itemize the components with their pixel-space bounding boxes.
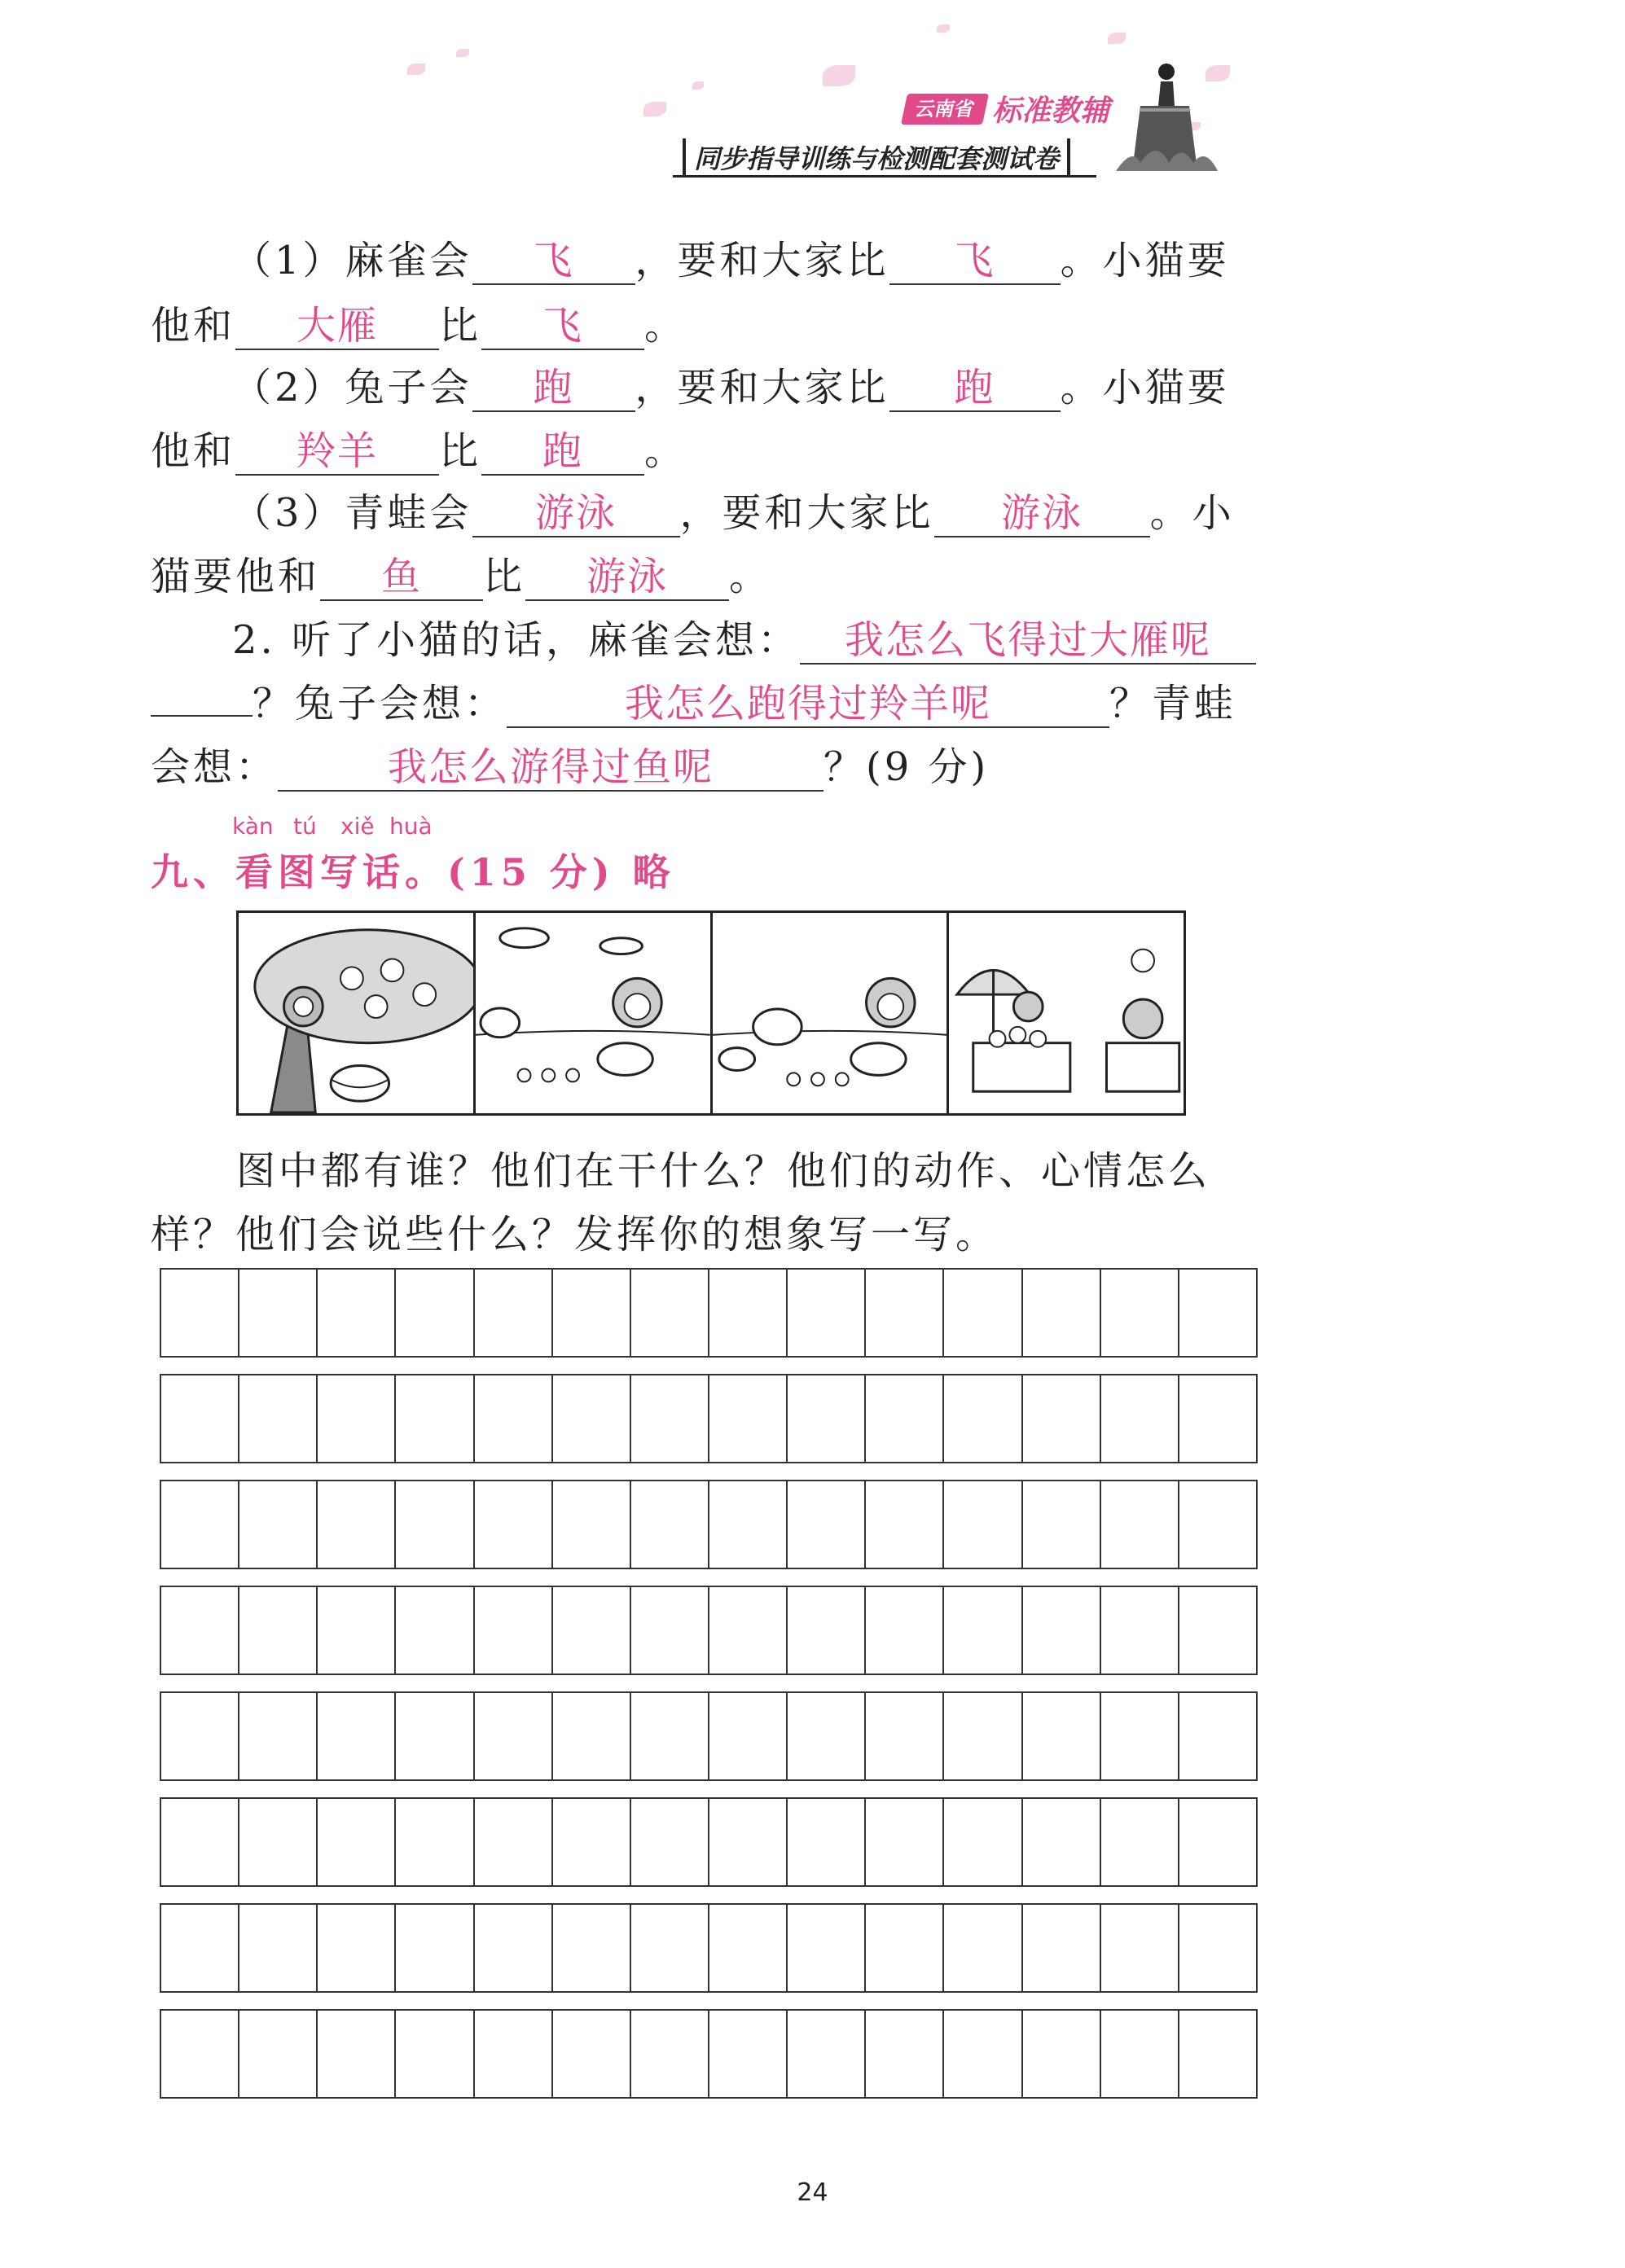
grid-cell[interactable] [1023,1693,1101,1779]
grid-cell[interactable] [239,1481,318,1568]
grid-cell[interactable] [1179,1693,1256,1779]
q1-line-4: 他和 羚羊 比 跑 。 [151,428,687,474]
grid-cell[interactable] [1023,1587,1101,1674]
answer-blank[interactable]: 我怎么飞得过大雁呢 [800,617,1256,665]
answer-blank[interactable]: 跑 [889,365,1061,412]
q1-line-1: （1）麻雀会 飞 ，要和大家比 飞 。小猫要 [232,238,1230,283]
grid-cell[interactable] [788,2011,866,2097]
grid-cell[interactable] [1179,1587,1256,1674]
answer-blank[interactable]: 飞 [472,238,635,285]
grid-cell[interactable] [866,1587,944,1674]
grid-cell[interactable] [788,1587,866,1674]
grid-cell[interactable] [1101,1799,1179,1885]
grid-cell[interactable] [1101,1270,1179,1356]
grid-cell[interactable] [866,1270,944,1356]
grid-cell[interactable] [553,1481,631,1568]
grid-cell[interactable] [318,1693,396,1779]
comic-panel-4 [949,913,1184,1113]
grid-cell[interactable] [161,2011,239,2097]
answer-blank[interactable]: 游泳 [525,554,729,601]
grid-cell[interactable] [631,1270,709,1356]
grid-cell[interactable] [944,1481,1022,1568]
grid-cell[interactable] [318,1375,396,1462]
grid-cell[interactable] [1179,1799,1256,1885]
answer-blank[interactable]: 飞 [481,303,644,350]
grid-cell[interactable] [396,1587,474,1674]
grid-cell[interactable] [1023,1799,1101,1885]
answer-blank[interactable]: 游泳 [472,490,680,537]
grid-cell[interactable] [318,2011,396,2097]
grid-cell[interactable] [709,2011,788,2097]
grid-cell[interactable] [944,1375,1022,1462]
brand-title: 标准教辅 [992,94,1110,128]
brand-badge: 云南省 [901,94,989,125]
grid-cell[interactable] [396,1693,474,1779]
instruction-line-1: 图中都有谁？他们在干什么？他们的动作、心情怎么 [236,1148,1211,1194]
answer-blank[interactable]: 跑 [481,428,644,476]
grid-cell[interactable] [944,2011,1022,2097]
grid-cell[interactable] [553,1270,631,1356]
grid-cell[interactable] [553,1375,631,1462]
grid-cell[interactable] [709,1587,788,1674]
grid-cell[interactable] [1101,1587,1179,1674]
grid-cell[interactable] [475,2011,553,2097]
grid-cell[interactable] [239,1375,318,1462]
answer-blank[interactable]: 我怎么游得过鱼呢 [278,744,823,792]
q1-line-3: （2）兔子会 跑 ，要和大家比 跑 。小猫要 [232,365,1230,410]
grid-cell[interactable] [788,1481,866,1568]
q2-line-3: 会想： 我怎么游得过鱼呢 ？(9 分) [151,744,990,790]
grid-cell[interactable] [239,1587,318,1674]
grid-cell[interactable] [1101,1693,1179,1779]
answer-blank[interactable]: 飞 [889,238,1061,285]
grid-cell[interactable] [944,1693,1022,1779]
grid-row [160,1797,1258,1887]
grid-cell[interactable] [396,1481,474,1568]
grid-cell[interactable] [788,1375,866,1462]
grid-row [160,1586,1258,1675]
grid-cell[interactable] [944,1905,1022,1991]
grid-cell[interactable] [1023,1905,1101,1991]
grid-cell[interactable] [631,1693,709,1779]
grid-cell[interactable] [866,1693,944,1779]
grid-cell[interactable] [318,1270,396,1356]
boy-on-stump-illustration [1100,49,1230,179]
grid-cell[interactable] [475,1905,553,1991]
grid-cell[interactable] [788,1270,866,1356]
grid-cell[interactable] [944,1270,1022,1356]
grid-cell[interactable] [944,1799,1022,1885]
pinyin-kan: kàn [232,813,274,840]
answer-blank[interactable]: 大雁 [235,303,439,350]
grid-cell[interactable] [553,2011,631,2097]
grid-cell[interactable] [553,1587,631,1674]
q1-line-5: （3）青蛙会 游泳 ，要和大家比 游泳 。小 [232,490,1235,536]
grid-cell[interactable] [553,1799,631,1885]
grid-cell[interactable] [239,1270,318,1356]
grid-cell[interactable] [475,1270,553,1356]
q1-line-2: 他和 大雁 比 飞 。 [151,303,687,349]
grid-cell[interactable] [1179,1481,1256,1568]
grid-cell[interactable] [396,1270,474,1356]
section-9-title: 九、看图写话。(15 分) 略 [151,850,675,894]
grid-cell[interactable] [553,1905,631,1991]
grid-cell[interactable] [788,1693,866,1779]
answer-blank[interactable]: 游泳 [934,490,1150,537]
grid-cell[interactable] [161,1481,239,1568]
grid-cell[interactable] [396,1905,474,1991]
grid-cell[interactable] [709,1693,788,1779]
grid-row [160,2009,1258,2099]
grid-cell[interactable] [396,1375,474,1462]
q2-line-1: 2. 听了小猫的话，麻雀会想： 我怎么飞得过大雁呢 [232,616,1256,665]
grid-row [160,1691,1258,1781]
grid-cell[interactable] [475,1481,553,1568]
grid-cell[interactable] [788,1799,866,1885]
grid-cell[interactable] [631,2011,709,2097]
header-rule [673,175,1096,178]
grid-cell[interactable] [866,1905,944,1991]
grid-cell[interactable] [709,1799,788,1885]
grid-cell[interactable] [1179,1905,1256,1991]
grid-cell[interactable] [318,1481,396,1568]
grid-cell[interactable] [1179,2011,1256,2097]
grid-cell[interactable] [475,1587,553,1674]
grid-cell[interactable] [1023,1270,1101,1356]
instruction-line-2: 样？他们会说些什么？发挥你的想象写一写。 [151,1212,999,1257]
grid-cell[interactable] [161,1587,239,1674]
page-number: 24 [797,2178,828,2207]
grid-cell[interactable] [1101,1905,1179,1991]
grid-cell[interactable] [1179,1375,1256,1462]
grid-cell[interactable] [709,1375,788,1462]
grid-cell[interactable] [1101,1481,1179,1568]
grid-cell[interactable] [396,2011,474,2097]
answer-blank[interactable] [151,715,253,717]
grid-cell[interactable] [239,2011,318,2097]
grid-cell[interactable] [631,1481,709,1568]
grid-cell[interactable] [553,1693,631,1779]
grid-cell[interactable] [161,1375,239,1462]
grid-cell[interactable] [866,1481,944,1568]
grid-cell[interactable] [1101,1375,1179,1462]
grid-cell[interactable] [239,1905,318,1991]
grid-cell[interactable] [1101,2011,1179,2097]
grid-cell[interactable] [161,1799,239,1885]
grid-cell[interactable] [631,1905,709,1991]
peach-stall-illustration [949,913,1184,1113]
answer-blank[interactable]: 鱼 [320,554,483,601]
grid-row [160,1268,1258,1358]
pinyin-xie: xiě [340,813,375,840]
grid-cell[interactable] [318,1905,396,1991]
monkey-picking-peaches-illustration [239,913,473,1113]
comic-panel-2 [476,913,713,1113]
answer-blank[interactable]: 羚羊 [235,428,439,476]
grid-cell[interactable] [709,1905,788,1991]
pinyin-tu: tú [293,813,317,840]
comic-panel-3 [713,913,950,1113]
grid-row [160,1374,1258,1463]
grid-cell[interactable] [475,1799,553,1885]
monkey-and-rabbit-illustration [476,913,710,1113]
grid-cell[interactable] [631,1375,709,1462]
comic-strip [236,910,1186,1116]
q1-line-6: 猫要他和 鱼 比 游泳 。 [151,554,772,599]
grid-cell[interactable] [788,1905,866,1991]
grid-cell[interactable] [944,1587,1022,1674]
grid-cell[interactable] [318,1799,396,1885]
answer-blank[interactable]: 我怎么跑得过羚羊呢 [507,681,1109,728]
grid-cell[interactable] [239,1799,318,1885]
grid-row [160,1480,1258,1569]
answer-blank[interactable]: 跑 [472,365,635,412]
grid-cell[interactable] [1023,2011,1101,2097]
grid-row [160,1903,1258,1993]
header-subtitle: 同步指导训练与检测配套测试卷 [683,138,1070,176]
rabbit-picking-up-peaches-illustration [713,913,947,1113]
q2-line-2: ？兔子会想： 我怎么跑得过羚羊呢 ？青蛙 [151,679,1236,728]
grid-cell[interactable] [475,1693,553,1779]
grid-cell[interactable] [866,2011,944,2097]
pinyin-hua: huà [389,813,433,840]
grid-cell[interactable] [631,1799,709,1885]
grid-cell[interactable] [161,1693,239,1779]
grid-cell[interactable] [475,1375,553,1462]
grid-cell[interactable] [709,1481,788,1568]
grid-cell[interactable] [866,1375,944,1462]
grid-cell[interactable] [631,1587,709,1674]
comic-panel-1 [239,913,476,1113]
grid-cell[interactable] [1023,1375,1101,1462]
grid-cell[interactable] [1023,1481,1101,1568]
grid-cell[interactable] [396,1799,474,1885]
grid-cell[interactable] [709,1270,788,1356]
grid-cell[interactable] [161,1905,239,1991]
grid-cell[interactable] [1179,1270,1256,1356]
grid-cell[interactable] [318,1587,396,1674]
grid-cell[interactable] [161,1270,239,1356]
grid-cell[interactable] [866,1799,944,1885]
grid-cell[interactable] [239,1693,318,1779]
